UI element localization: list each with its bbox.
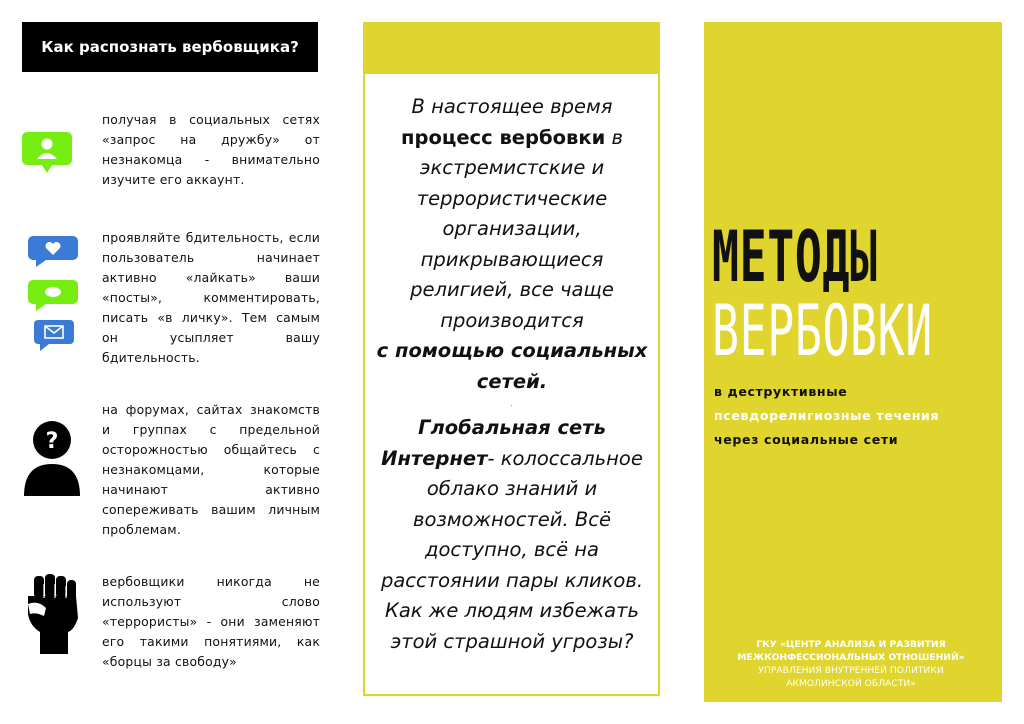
tip-friend-request: получая в социальных сетях «запрос на дружбу» от незнакомца - внимательно изучите его аккаунт.	[102, 112, 320, 187]
mid-line: производится	[440, 308, 584, 332]
mid-line: облако знаний и	[426, 477, 598, 500]
org-line: УПРАВЛЕНИЯ ВНУТРЕННЕЙ ПОЛИТИКИ	[758, 665, 944, 676]
raised-fist-icon	[24, 574, 82, 654]
mid-emph: Интернет	[381, 446, 488, 470]
org-line-bold: МЕЖКОНФЕССИОНАЛЬНЫХ ОТНОШЕНИЙ»	[737, 652, 965, 663]
org-line	[716, 638, 986, 651]
cover-title-line1: МЕТОДЫ	[712, 216, 878, 298]
mid-line: возможностей. Всё	[413, 507, 611, 531]
mid-line-tail: в	[605, 125, 623, 149]
mid-emph: процесс вербовки	[401, 125, 606, 149]
mid-emph: с помощью социальных	[376, 339, 648, 362]
cover-subtitle-1: в деструктивные	[714, 384, 848, 399]
mid-line	[366, 336, 658, 367]
mid-emph: сетей.	[476, 369, 548, 393]
mid-line: доступно, всё на	[425, 538, 599, 561]
mid-line: религией, все чаще	[410, 278, 614, 301]
mid-line: экстремистские и	[419, 156, 605, 179]
like-message-icon	[28, 236, 78, 268]
mid-line	[366, 444, 658, 475]
mid-line: террористические	[416, 186, 608, 210]
tip-forums: на форумах, сайтах знакомств и группах с предельной осторожностью общайтесь с незнакомцами, которые начинают активно сопереживать вашим личным проблемам.	[102, 402, 320, 537]
mid-emph: Глобальная сеть	[418, 416, 606, 439]
org-line	[716, 651, 986, 664]
mid-line-tail: - колоссальное	[487, 446, 643, 470]
mid-line	[366, 123, 658, 154]
tip-terminology: вербовщики никогда не используют слово «террористы» - они заменяют его такими понятиями, как «борцы за свободу»	[102, 574, 320, 669]
svg-text:?: ?	[45, 429, 59, 454]
mid-line	[366, 367, 658, 398]
org-line: АКМОЛИНСКОЙ ОБЛАСТИ»	[786, 678, 916, 689]
org-line-bold: ГКУ «ЦЕНТР АНАЛИЗА И РАЗВИТИЯ	[756, 639, 946, 650]
mid-line: Как же людям избежать	[385, 599, 639, 622]
cover-subtitle-3: через социальные сети	[714, 432, 899, 447]
mid-line: В настоящее время	[411, 95, 613, 118]
mail-message-icon	[34, 320, 74, 352]
mid-line: расстоянии пары кликов.	[380, 568, 644, 592]
cover-subtitle-2: псевдорелигиозные течения	[714, 408, 940, 423]
chat-message-icon	[28, 280, 78, 312]
tip-vigilance: проявляйте бдительность, если пользователь начинает активно «лайкать» ваши «посты», комментировать, писать «в личку». Тем самым он усыпляет вашу бдительность.	[102, 230, 320, 365]
mid-line	[366, 413, 658, 444]
friend-request-icon	[22, 132, 72, 174]
left-header-text: Как распознать вербовщика?	[41, 38, 299, 56]
cover-title-line2: ВЕРБОВКИ	[712, 290, 933, 372]
mid-line: этой страшной угрозы?	[390, 629, 634, 653]
left-header	[22, 22, 318, 72]
mid-dot: .	[511, 401, 513, 408]
middle-text	[366, 92, 658, 657]
anonymous-person-icon	[22, 420, 82, 498]
mid-line: организации,	[442, 217, 582, 240]
org-name	[716, 638, 986, 690]
mid-line: прикрывающиеся	[420, 247, 604, 271]
